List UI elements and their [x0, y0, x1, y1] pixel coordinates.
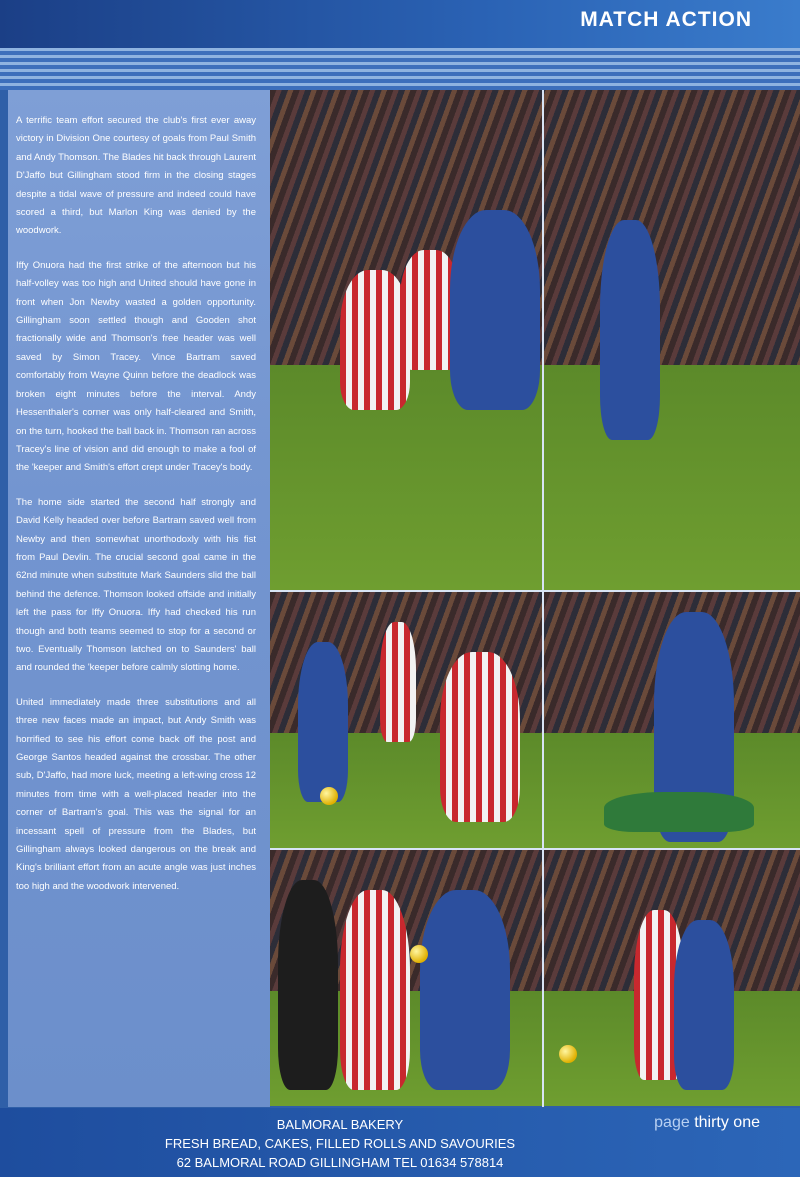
photo-mid-right — [544, 592, 800, 848]
ball — [559, 1045, 577, 1063]
article-paragraph-2: Iffy Onuora had the first strike of the afternoon but his half-volley was too high and United should have gone in front when Jon Newby wasted a golden opportunity. Gillingham soon settled though and Gooden shot fractionally wide and Thomson's free header was well saved by Simon Tracey. Vince Bartram saved comfortably from Wayne Quinn before the deadlock was broken eight minutes before the interval. Andy Hessenthaler's corner was only half-cleared and Smith, on the turn, hooked the ball back in. Thomson ran across Tracey's line of vision and did enough to make a fool of the 'keeper and Smith's effort crept under Tracey's body. — [16, 259, 256, 474]
photo-main — [270, 90, 800, 590]
page-number-text: thirty one — [694, 1114, 760, 1131]
photo-divider — [270, 848, 800, 850]
sponsor-block — [150, 1115, 530, 1172]
photo-mid-left — [270, 592, 542, 848]
article-text — [16, 112, 256, 912]
player-blue — [298, 642, 348, 802]
photo-bottom-left — [270, 850, 542, 1106]
ball — [320, 787, 338, 805]
photo-divider — [270, 590, 800, 592]
referee — [380, 622, 416, 742]
referee — [278, 880, 338, 1090]
sponsor-name: BALMORAL BAKERY — [276, 1117, 404, 1132]
decorative-stripes — [0, 48, 800, 90]
article-paragraph-3: The home side started the second half strongly and David Kelly headed over before Bartram saved well from Newby and then somewhat unorthodoxly with his fist from Paul Devlin. The crucial second goal came in the 62nd minute when substitute Mark Saunders slid the ball behind the defence. Thomson looked offside and initially left the pass for Iffy Onuora. Iffy had checked his run though and both teams seemed to stop for a second or two. Eventually Thomson latched on to Saunders' ball and rounded the 'keeper before calmly slotting home. — [16, 496, 256, 674]
player-blue-1 — [450, 210, 540, 410]
player-red — [340, 890, 410, 1090]
section-title: MATCH ACTION — [580, 8, 752, 31]
photo-divider — [542, 90, 544, 1107]
page-label: page — [654, 1114, 690, 1131]
player-blue — [674, 920, 734, 1090]
goalkeeper — [604, 792, 754, 832]
sponsor-tagline: FRESH BREAD, CAKES, FILLED ROLLS AND SAVOURIES — [164, 1136, 516, 1151]
sponsor-address: 62 BALMORAL ROAD GILLINGHAM TEL 01634 578814 — [176, 1155, 504, 1170]
photo-bottom-right — [544, 850, 800, 1106]
player-red — [440, 652, 520, 822]
article-paragraph-4: United immediately made three substitutions and all three new faces made an impact, but Andy Smith was horrified to see his effort come back off the post and George Santos headed against the crossbar. The other sub, D'Jaffo, had more luck, meeting a left-wing cross 12 minutes from time with a well-placed header into the corner of Bartram's goal. This was the signal for an incessant spell of pressure from the Blades, but Gillingham always looked dangerous on the break and King's brilliant effort from an acute angle was just inches too high and the woodwork intervened. — [16, 696, 256, 892]
article-paragraph-1: A terrific team effort secured the club's first ever away victory in Division One courtesy of goals from Paul Smith and Andy Thomson. The Blades hit back through Laurent D'Jaffo but Gillingham stood firm in the closing stages despite a tidal wave of pressure and indeed could have scored a third, but Marlon King was denied by the woodwork. — [16, 115, 256, 237]
ball — [410, 945, 428, 963]
player-blue-2 — [600, 220, 660, 440]
page-number — [654, 1114, 760, 1132]
player-blue — [420, 890, 510, 1090]
